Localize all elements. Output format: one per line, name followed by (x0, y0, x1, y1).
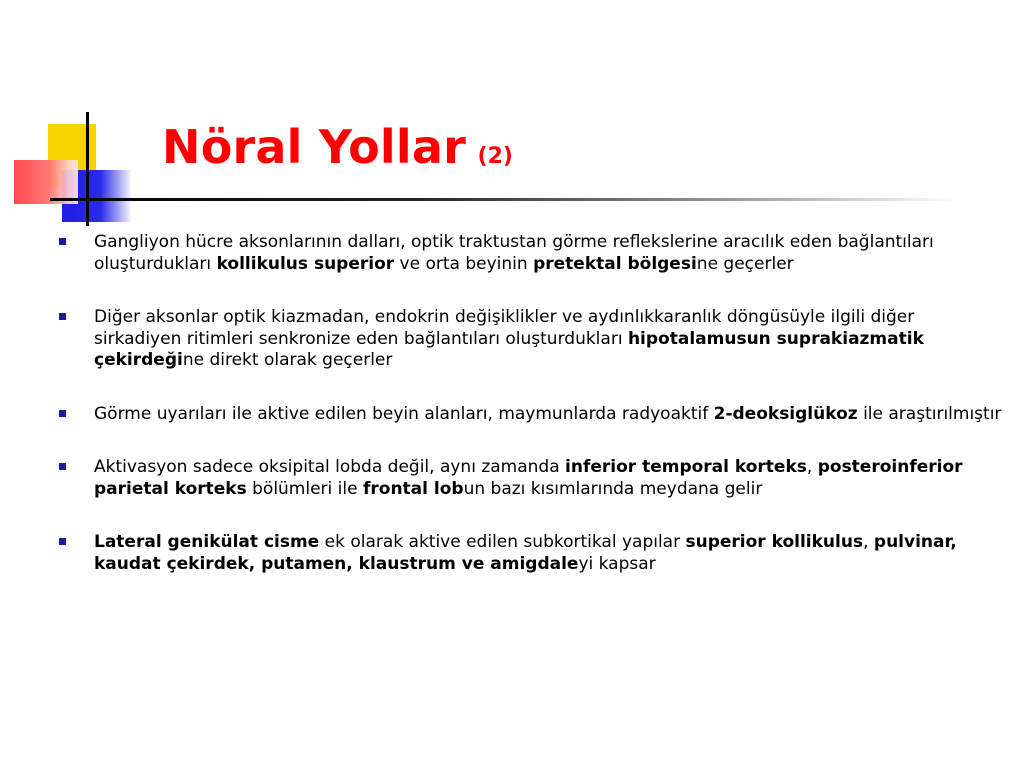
bullet-text (94, 307, 1006, 372)
bullet-text-part: un bazı kısımlarında meydana gelir (463, 478, 763, 499)
slide-title (162, 120, 513, 186)
bullet-text-part: Diğer aksonlar optik kiazmadan, endokrin değişiklikler ve aydınlıkkaranlık döngüsüyle ilgili diğer sirkadiyen ritimleri senkronize eden bağlantıları oluşturdukları (94, 307, 915, 349)
bullet-item (56, 404, 1006, 426)
vertical-line-decoration (86, 112, 89, 226)
bullet-text (94, 232, 1006, 275)
square-bullet-icon (59, 463, 66, 470)
bullet-bold-term: inferior temporal korteks (565, 457, 807, 477)
bullet-bold-term: 2-deoksiglükoz (713, 403, 858, 424)
bullet-bold-term: kollikulus superior (216, 253, 395, 274)
title-underline (50, 198, 958, 201)
square-bullet-icon (59, 538, 66, 545)
bullet-text-part: Gangliyon hücre aksonlarının dalları, optik traktustan görme reflekslerine aracılık eden bağlantıları oluşturdukları (94, 232, 934, 274)
bullet-item (56, 307, 1006, 372)
bullet-text (94, 532, 1006, 575)
bullet-bold-term: superior kollikulus (685, 532, 864, 552)
square-bullet-icon (59, 313, 66, 320)
bullet-text-part: ek olarak aktive edilen subkortikal yapılar (319, 532, 686, 552)
bullet-text-part: ne direkt olarak geçerler (182, 350, 393, 370)
bullet-text-part: bölümleri ile (246, 478, 363, 499)
bullet-text (94, 404, 1006, 426)
bullet-bold-term: pretektal bölgesi (533, 253, 697, 274)
square-bullet-icon (59, 238, 66, 245)
bullet-text (94, 457, 1006, 500)
bullet-bold-term: posteroinferior parietal korteks (94, 457, 963, 499)
bullet-bold-term: pulvinar, kaudat çekirdek, putamen, klaustrum ve amigdale (94, 532, 957, 574)
bullet-text-part: , (806, 457, 818, 477)
bullet-text-part: ne geçerler (696, 253, 794, 274)
square-bullet-icon (59, 410, 66, 417)
bullet-text-part: , (863, 532, 874, 552)
decorative-squares (0, 0, 160, 240)
slide-title-suffix: (2) (477, 144, 513, 169)
bullet-bold-term: Lateral genikülat cisme (94, 532, 320, 552)
bullet-list (56, 232, 1006, 575)
bullet-bold-term: hipotalamusun suprakiazmatik çekirdeği (94, 328, 924, 370)
bullet-item (56, 457, 1006, 500)
bullet-bold-term: frontal lob (362, 478, 464, 499)
bullet-text-part: ve orta beyinin (394, 253, 534, 274)
bullet-text-part: ile araştırılmıştır (857, 403, 1002, 424)
bullet-item (56, 232, 1006, 275)
bullet-text-part: Görme uyarıları ile aktive edilen beyin alanları, maymunlarda radyoaktif (94, 403, 714, 424)
bullet-text-part: yi kapsar (578, 553, 656, 574)
bullet-item (56, 532, 1006, 575)
bullet-text-part: Aktivasyon sadece oksipital lobda değil, aynı zamanda (94, 457, 566, 477)
slide-title-text: Nöral Yollar (162, 120, 466, 174)
